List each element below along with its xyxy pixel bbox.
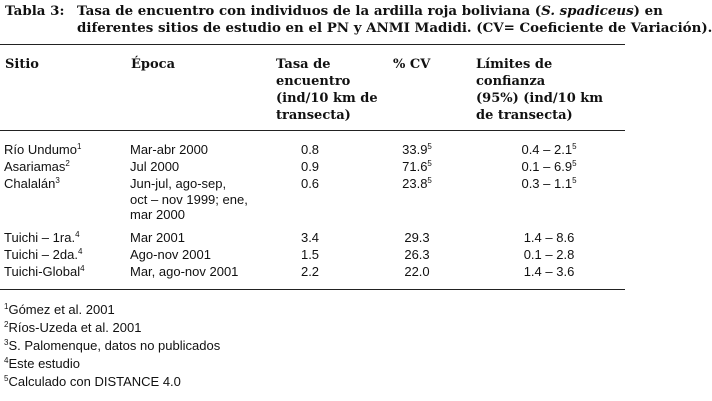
- cell-tasa: 1.5: [300, 247, 320, 262]
- cell-cv-superscript: 5: [427, 159, 432, 168]
- cell-tasa: 0.6: [300, 176, 320, 191]
- cell-sitio: Asariamas$^2$: [4, 159, 70, 174]
- bottom-rule: [0, 289, 625, 290]
- cell-sitio: Río Undumo$^1$: [4, 142, 82, 157]
- caption-line-2: diferentes sitios de estudio en el PN y ANMI Madidi. (CV= Coeficiente de Variación).: [77, 20, 712, 36]
- header-rule: [0, 130, 625, 131]
- cell-cv: 33.9$^5$: [402, 142, 432, 157]
- caption-label: Tabla 3:: [5, 3, 65, 19]
- caption-text-b: ) en: [633, 3, 663, 19]
- footnote: $^5$Calculado con DISTANCE 4.0: [4, 374, 181, 389]
- cell-tasa: 3.4: [300, 230, 320, 245]
- footnote-mark: 3: [4, 338, 9, 347]
- cell-limites-superscript: 5: [572, 176, 577, 185]
- cell-epoca: Mar, ago-nov 2001: [130, 264, 239, 279]
- cell-sitio: Tuichi – 2da.$^4$: [4, 247, 83, 262]
- footnote: $^1$Gómez et al. 2001: [4, 302, 115, 317]
- cell-sitio-superscript: 1: [76, 142, 82, 151]
- cell-limites: 0.1 – 2.8: [523, 247, 575, 262]
- cell-limites-superscript: 5: [572, 159, 577, 168]
- cell-limites: $0.4 - 2.1^5$: [521, 142, 577, 157]
- cell-epoca: Mar 2001: [130, 230, 185, 245]
- cell-cv: 23.8$^5$: [402, 176, 432, 191]
- cell-sitio: Tuichi – 1ra.$^4$: [4, 230, 80, 245]
- footnote-mark: 5: [4, 374, 9, 383]
- cell-cv-superscript: 5: [427, 142, 432, 151]
- cell-sitio: Chalalán$^3$: [4, 176, 60, 191]
- cell-limites: $0.1 - 6.9^5$: [521, 159, 577, 174]
- cell-sitio-superscript: 4: [77, 247, 83, 256]
- header-tasa: Tasa de encuentro (ind/10 km de transecta): [276, 57, 378, 123]
- cell-cv: 29.3: [404, 230, 430, 245]
- cell-cv-superscript: 5: [427, 176, 432, 185]
- cell-tasa: 0.9: [300, 159, 320, 174]
- cell-cv: 22.0: [404, 264, 430, 279]
- footnote: $^2$Ríos-Uzeda et al. 2001: [4, 320, 142, 335]
- cell-sitio: Tuichi-Global$^4$: [4, 264, 85, 279]
- header-cv: % CV: [393, 57, 431, 72]
- top-rule: [0, 44, 625, 45]
- cell-epoca: Jul 2000: [130, 159, 180, 174]
- cell-limites: $0.3 - 1.1^5$: [521, 176, 577, 191]
- cell-tasa: 0.8: [300, 142, 320, 157]
- cell-epoca: Jun-jul, ago-sep, oct – nov 1999; ene, mar 2000: [130, 176, 248, 222]
- cell-limites: 1.4 – 3.6: [523, 264, 575, 279]
- footnote-mark: 1: [4, 302, 9, 311]
- cell-epoca: Mar-abr 2000: [130, 142, 209, 157]
- cell-tasa: 2.2: [300, 264, 320, 279]
- footnote: $^4$Este estudio: [4, 356, 80, 371]
- cell-sitio-superscript: 4: [75, 230, 80, 239]
- cell-epoca: Ago-nov 2001: [130, 247, 211, 262]
- footnote: $^3$S. Palomenque, datos no publicados: [4, 338, 221, 353]
- cell-limites: 1.4 – 8.6: [523, 230, 575, 245]
- cell-cv: 26.3: [404, 247, 430, 262]
- footnote-mark: 2: [4, 320, 9, 329]
- cell-sitio-superscript: 4: [80, 264, 85, 273]
- header-epoca: Época: [131, 57, 176, 72]
- cell-sitio-superscript: 2: [65, 159, 70, 168]
- header-sitio: Sitio: [5, 57, 39, 72]
- caption-text-a: Tasa de encuentro con individuos de la ardilla roja boliviana (: [77, 3, 542, 19]
- header-limites: Límites de confianza (95%) (ind/10 km de transecta): [476, 57, 604, 123]
- cell-cv: 71.6$^5$: [402, 159, 432, 174]
- footnote-mark: 4: [4, 356, 9, 365]
- cell-limites-superscript: 5: [572, 142, 577, 151]
- caption-species: S. spadiceus: [541, 3, 634, 19]
- cell-sitio-superscript: 3: [55, 176, 60, 185]
